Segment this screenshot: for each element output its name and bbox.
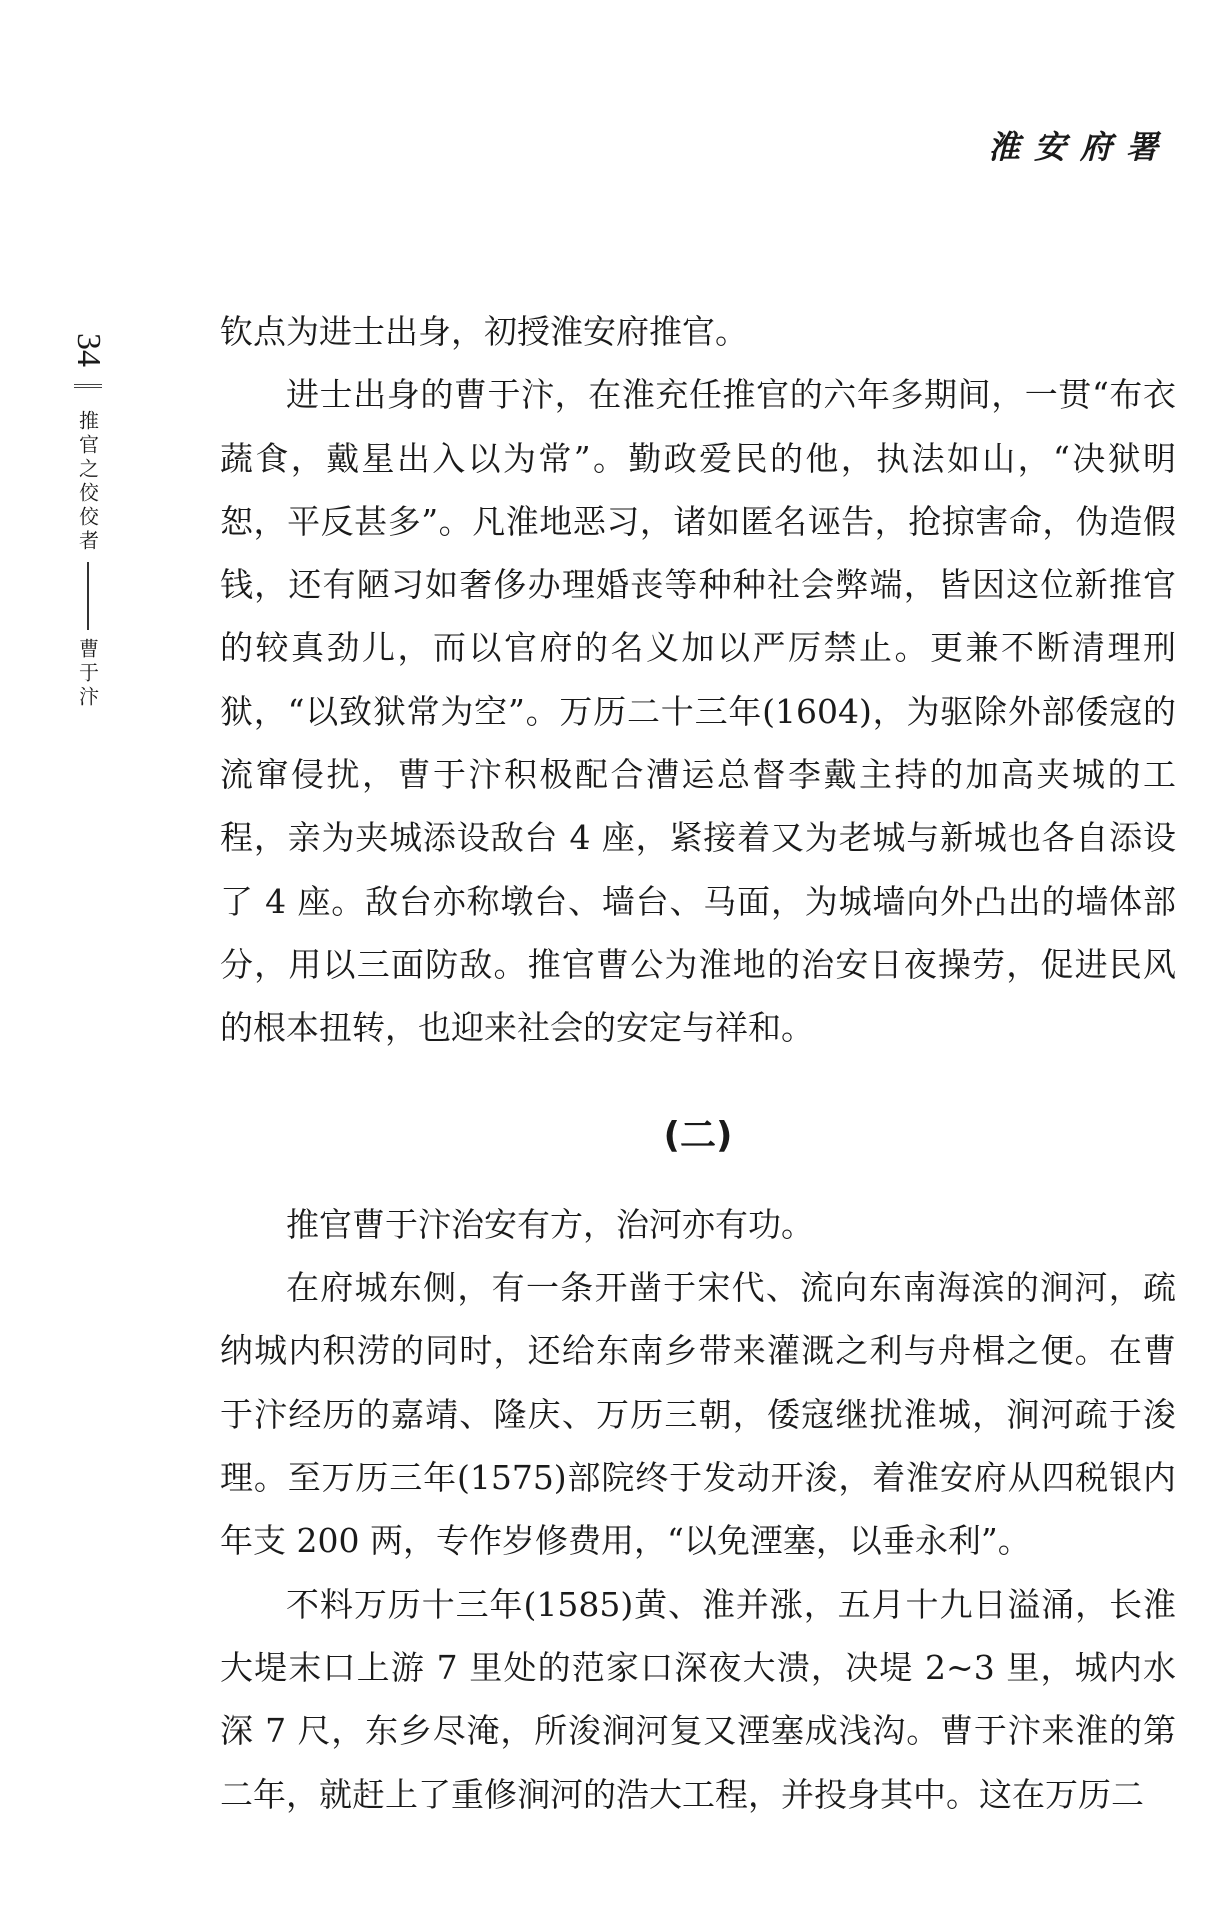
paragraph: 进士出身的曹于汴，在淮充任推官的六年多期间，一贯“布衣蔬食，戴星出入以为常”。勤政爱民的他，执法如山，“决狱明恕，平反甚多”。凡淮地恶习，诸如匿名诬告，抢掠害命，伪造假钱，还有陋习如奢侈办理婚丧等种种社会弊端，皆因这位新推官的较真劲儿，而以官府的名义加以严厉禁止。更兼不断清理刑狱，“以致狱常为空”。万历二十三年(1604)，为驱除外部倭寇的流窜侵扰，曹于汴积极配合漕运总督李戴主持的加高夹城的工程，亲为夹城添设敌台 4 座，紧接着又为老城与新城也各自添设了 4 座。敌台亦称墩台、墙台、马面，为城墙向外凸出的墙体部分，用以三面防敌。推官曹公为淮地的治安日夜操劳，促进民风的根本扭转，也迎来社会的安定与祥和。 bbox=[220, 375, 1176, 1048]
paragraph: 推官曹于汴治安有方，治河亦有功。 bbox=[286, 1204, 814, 1244]
side-dash bbox=[87, 562, 89, 630]
paragraph: 在府城东侧，有一条开凿于宋代、流向东南海滨的涧河，疏纳城内积涝的同时，还给东南乡带来灌溉之利与舟楫之便。在曹于汴经历的嘉靖、隆庆、万历三朝，倭寇继扰淮城，涧河疏于浚理。至万历三年(1575)部院终于发动开浚，着淮安府从四税银内年支 200 两，专作岁修费用，“以免湮塞，以垂永利”。 bbox=[220, 1268, 1176, 1561]
main-text bbox=[220, 300, 1176, 1826]
chapter-subject: 曹于汴 bbox=[75, 638, 100, 710]
running-head: 淮安府署 bbox=[987, 128, 1172, 166]
page-number: 34 bbox=[70, 333, 107, 367]
side-strip bbox=[68, 330, 108, 710]
book-title: 推官之佼佼者 bbox=[75, 410, 100, 554]
section-heading: (二) bbox=[663, 1114, 733, 1156]
paragraph: 不料万历十三年(1585)黄、淮并涨，五月十九日溢涌，长淮大堤末口上游 7 里处的范家口深夜大溃，决堤 2~3 里，城内水深 7 尺，东乡尽淹，所浚涧河复又湮塞成浅沟。曹于汴来淮的第二年，就赶上了重修涧河的浩大工程，并投身其中。这在万历二 bbox=[220, 1584, 1176, 1814]
paragraph: 钦点为进士出身，初授淮安府推官。 bbox=[220, 312, 748, 351]
side-divider bbox=[74, 384, 102, 388]
